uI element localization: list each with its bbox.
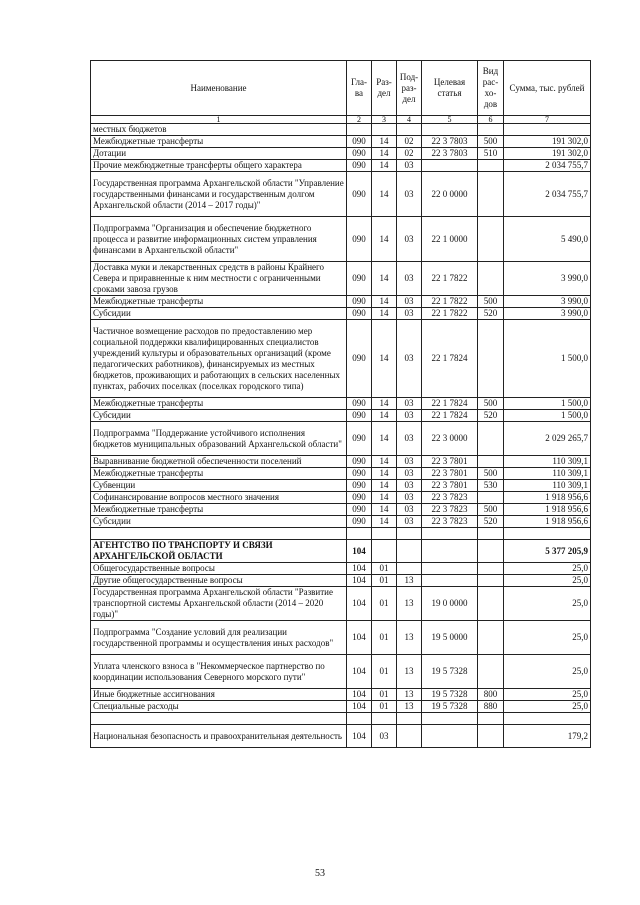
row-expense-type	[478, 655, 504, 689]
row-target-article: 19 5 0000	[422, 621, 478, 655]
row-amount: 2 034 755,7	[504, 172, 591, 217]
table-row	[91, 320, 591, 398]
row-razdel: 14	[372, 516, 397, 528]
row-podrazdel: 13	[397, 689, 422, 701]
row-target-article: 22 1 7822	[422, 296, 478, 308]
header-amount: Сумма, тыс. рублей	[504, 61, 591, 116]
row-amount	[504, 713, 591, 725]
row-target-article: 22 1 7822	[422, 262, 478, 296]
row-podrazdel: 03	[397, 320, 422, 398]
row-target-article: 22 1 7822	[422, 308, 478, 320]
row-podrazdel: 03	[397, 296, 422, 308]
row-podrazdel: 13	[397, 575, 422, 587]
row-podrazdel: 13	[397, 621, 422, 655]
header-razdel: Раз-дел	[372, 61, 397, 116]
row-razdel: 14	[372, 480, 397, 492]
table-row	[91, 492, 591, 504]
column-number-row	[91, 116, 591, 124]
row-amount: 3 990,0	[504, 308, 591, 320]
row-glava: 090	[347, 398, 372, 410]
row-amount: 3 990,0	[504, 296, 591, 308]
row-name: Другие общегосударственные вопросы	[91, 575, 347, 587]
row-glava: 090	[347, 504, 372, 516]
table-row	[91, 217, 591, 262]
row-glava: 090	[347, 410, 372, 422]
table-row	[91, 480, 591, 492]
row-glava: 090	[347, 468, 372, 480]
row-target-article: 22 3 7801	[422, 468, 478, 480]
table-row	[91, 148, 591, 160]
row-podrazdel: 03	[397, 172, 422, 217]
row-razdel	[372, 528, 397, 540]
row-target-article: 19 5 7328	[422, 701, 478, 713]
header-target-article: Целевая статья	[422, 61, 478, 116]
row-glava: 090	[347, 136, 372, 148]
row-target-article	[422, 160, 478, 172]
row-expense-type: 800	[478, 689, 504, 701]
row-podrazdel: 03	[397, 456, 422, 468]
row-glava: 090	[347, 308, 372, 320]
row-name: Субсидии	[91, 308, 347, 320]
row-target-article	[422, 528, 478, 540]
row-razdel: 14	[372, 422, 397, 456]
row-name: Прочие межбюджетные трансферты общего характера	[91, 160, 347, 172]
header-name: Наименование	[91, 61, 347, 116]
row-glava: 104	[347, 621, 372, 655]
row-glava: 090	[347, 217, 372, 262]
row-expense-type	[478, 713, 504, 725]
row-amount: 25,0	[504, 563, 591, 575]
table-row	[91, 689, 591, 701]
row-target-article	[422, 725, 478, 748]
row-podrazdel	[397, 563, 422, 575]
row-glava: 104	[347, 725, 372, 748]
row-amount: 179,2	[504, 725, 591, 748]
row-target-article	[422, 124, 478, 136]
row-name: Подпрограмма "Поддержание устойчивого исполнения бюджетов муниципальных образований Архангельской области"	[91, 422, 347, 456]
page-number: 53	[315, 868, 325, 879]
row-target-article	[422, 540, 478, 563]
row-name	[91, 528, 347, 540]
row-amount: 1 500,0	[504, 410, 591, 422]
table-row	[91, 701, 591, 713]
header-glava: Гла-ва	[347, 61, 372, 116]
row-name: Выравнивание бюджетной обеспеченности поселений	[91, 456, 347, 468]
row-amount: 5 490,0	[504, 217, 591, 262]
row-razdel: 01	[372, 689, 397, 701]
row-expense-type	[478, 172, 504, 217]
row-name: Субвенции	[91, 480, 347, 492]
row-glava: 090	[347, 148, 372, 160]
header-expense-type: Вид рас-хо-дов	[478, 61, 504, 116]
row-name: местных бюджетов	[91, 124, 347, 136]
row-amount: 110 309,1	[504, 468, 591, 480]
row-glava	[347, 528, 372, 540]
row-razdel: 01	[372, 621, 397, 655]
row-expense-type	[478, 587, 504, 621]
row-glava: 090	[347, 480, 372, 492]
row-target-article: 22 1 0000	[422, 217, 478, 262]
row-expense-type	[478, 124, 504, 136]
row-target-article: 22 3 7803	[422, 136, 478, 148]
row-target-article: 19 5 7328	[422, 689, 478, 701]
row-razdel: 14	[372, 492, 397, 504]
table-row	[91, 468, 591, 480]
row-razdel: 14	[372, 320, 397, 398]
row-name: Специальные расходы	[91, 701, 347, 713]
column-number: 6	[478, 116, 504, 124]
row-expense-type: 500	[478, 136, 504, 148]
row-podrazdel	[397, 713, 422, 725]
row-name: Иные бюджетные ассигнования	[91, 689, 347, 701]
row-glava: 104	[347, 689, 372, 701]
row-razdel: 01	[372, 563, 397, 575]
row-razdel: 14	[372, 410, 397, 422]
row-expense-type	[478, 563, 504, 575]
row-razdel: 14	[372, 136, 397, 148]
row-name: Подпрограмма "Создание условий для реализации государственной программы и осуществления иных расходов"	[91, 621, 347, 655]
row-glava: 104	[347, 575, 372, 587]
row-glava	[347, 713, 372, 725]
table-row	[91, 621, 591, 655]
row-name: Национальная безопасность и правоохранительная деятельность	[91, 725, 347, 748]
row-amount: 1 918 956,6	[504, 492, 591, 504]
row-name: Субсидии	[91, 516, 347, 528]
row-amount: 1 918 956,6	[504, 504, 591, 516]
row-podrazdel	[397, 124, 422, 136]
row-expense-type	[478, 621, 504, 655]
row-podrazdel: 03	[397, 308, 422, 320]
table-row	[91, 655, 591, 689]
column-number: 7	[504, 116, 591, 124]
row-expense-type	[478, 575, 504, 587]
row-expense-type	[478, 262, 504, 296]
row-glava: 104	[347, 655, 372, 689]
row-name: Дотации	[91, 148, 347, 160]
document-page	[90, 60, 590, 748]
row-razdel: 14	[372, 172, 397, 217]
table-row	[91, 540, 591, 563]
row-amount: 2 029 265,7	[504, 422, 591, 456]
row-name: Межбюджетные трансферты	[91, 136, 347, 148]
row-glava: 090	[347, 422, 372, 456]
row-expense-type	[478, 217, 504, 262]
row-amount: 5 377 205,9	[504, 540, 591, 563]
blank-row	[91, 713, 591, 725]
row-target-article: 22 3 7823	[422, 516, 478, 528]
row-podrazdel: 13	[397, 587, 422, 621]
row-glava: 090	[347, 172, 372, 217]
row-razdel: 14	[372, 296, 397, 308]
column-number: 3	[372, 116, 397, 124]
row-name: Доставка муки и лекарственных средств в районы Крайнего Севера и приравненные к ним местности с ограниченными сроками завоза грузов	[91, 262, 347, 296]
row-razdel: 03	[372, 725, 397, 748]
row-expense-type: 500	[478, 468, 504, 480]
table-row	[91, 160, 591, 172]
row-podrazdel: 03	[397, 410, 422, 422]
row-razdel	[372, 713, 397, 725]
row-expense-type	[478, 528, 504, 540]
row-expense-type: 520	[478, 516, 504, 528]
table-row	[91, 504, 591, 516]
row-expense-type: 500	[478, 296, 504, 308]
row-podrazdel: 03	[397, 516, 422, 528]
row-razdel: 14	[372, 504, 397, 516]
row-name: Государственная программа Архангельской области "Развитие транспортной системы Архангельской области (2014 – 2020 годы)"	[91, 587, 347, 621]
row-glava: 104	[347, 701, 372, 713]
row-podrazdel: 03	[397, 398, 422, 410]
row-amount: 25,0	[504, 587, 591, 621]
row-amount: 191 302,0	[504, 136, 591, 148]
row-expense-type: 520	[478, 410, 504, 422]
table-row	[91, 563, 591, 575]
row-target-article: 22 3 7823	[422, 504, 478, 516]
table-row	[91, 296, 591, 308]
row-podrazdel: 03	[397, 262, 422, 296]
blank-row	[91, 528, 591, 540]
row-name: АГЕНТСТВО ПО ТРАНСПОРТУ И СВЯЗИ АРХАНГЕЛЬСКОЙ ОБЛАСТИ	[91, 540, 347, 563]
row-razdel: 14	[372, 160, 397, 172]
row-podrazdel: 13	[397, 701, 422, 713]
row-glava: 090	[347, 296, 372, 308]
row-glava: 090	[347, 456, 372, 468]
table-row	[91, 410, 591, 422]
table-row	[91, 136, 591, 148]
row-amount: 110 309,1	[504, 456, 591, 468]
table-row	[91, 456, 591, 468]
row-podrazdel: 02	[397, 136, 422, 148]
row-amount: 191 302,0	[504, 148, 591, 160]
row-glava: 090	[347, 160, 372, 172]
row-target-article: 19 5 7328	[422, 655, 478, 689]
row-podrazdel: 13	[397, 655, 422, 689]
row-target-article	[422, 713, 478, 725]
row-amount: 25,0	[504, 575, 591, 587]
row-name: Софинансирование вопросов местного значения	[91, 492, 347, 504]
row-name: Субсидии	[91, 410, 347, 422]
column-number: 5	[422, 116, 478, 124]
row-target-article: 22 3 7801	[422, 456, 478, 468]
row-target-article: 22 0 0000	[422, 172, 478, 217]
row-amount	[504, 528, 591, 540]
row-glava: 104	[347, 563, 372, 575]
table-row	[91, 262, 591, 296]
row-glava: 104	[347, 587, 372, 621]
row-amount: 25,0	[504, 621, 591, 655]
row-razdel: 14	[372, 217, 397, 262]
row-podrazdel: 03	[397, 480, 422, 492]
row-amount: 25,0	[504, 655, 591, 689]
row-name: Межбюджетные трансферты	[91, 504, 347, 516]
row-name	[91, 713, 347, 725]
row-name: Межбюджетные трансферты	[91, 296, 347, 308]
row-target-article: 22 3 0000	[422, 422, 478, 456]
row-glava: 090	[347, 516, 372, 528]
row-podrazdel	[397, 540, 422, 563]
row-podrazdel: 03	[397, 160, 422, 172]
row-razdel: 01	[372, 655, 397, 689]
row-name: Подпрограмма "Организация и обеспечение бюджетного процесса и развитие информационных систем управления финансами в Архангельской области"	[91, 217, 347, 262]
table-row	[91, 587, 591, 621]
row-podrazdel: 03	[397, 217, 422, 262]
row-name: Межбюджетные трансферты	[91, 398, 347, 410]
row-podrazdel: 02	[397, 148, 422, 160]
row-glava: 090	[347, 320, 372, 398]
row-name: Государственная программа Архангельской области "Управление государственными финансами и государственным долгом Архангельской области (2014 – 2017 годы)"	[91, 172, 347, 217]
row-razdel	[372, 540, 397, 563]
row-expense-type: 880	[478, 701, 504, 713]
row-name: Межбюджетные трансферты	[91, 468, 347, 480]
row-razdel: 14	[372, 468, 397, 480]
row-podrazdel	[397, 528, 422, 540]
table-row	[91, 516, 591, 528]
table-row	[91, 725, 591, 748]
row-glava: 090	[347, 262, 372, 296]
row-amount: 1 918 956,6	[504, 516, 591, 528]
row-expense-type: 510	[478, 148, 504, 160]
row-amount: 2 034 755,7	[504, 160, 591, 172]
row-podrazdel: 03	[397, 468, 422, 480]
table-row	[91, 398, 591, 410]
row-target-article: 19 0 0000	[422, 587, 478, 621]
row-razdel: 14	[372, 308, 397, 320]
row-podrazdel: 03	[397, 422, 422, 456]
row-razdel: 01	[372, 701, 397, 713]
table-row	[91, 575, 591, 587]
row-expense-type: 500	[478, 398, 504, 410]
row-razdel: 14	[372, 456, 397, 468]
row-podrazdel: 03	[397, 492, 422, 504]
row-expense-type	[478, 160, 504, 172]
table-row	[91, 124, 591, 136]
row-target-article: 22 1 7824	[422, 398, 478, 410]
row-target-article: 22 3 7803	[422, 148, 478, 160]
row-expense-type: 530	[478, 480, 504, 492]
row-target-article: 22 1 7824	[422, 410, 478, 422]
row-razdel: 01	[372, 587, 397, 621]
row-glava: 090	[347, 492, 372, 504]
row-razdel: 14	[372, 262, 397, 296]
column-number: 1	[91, 116, 347, 124]
header-podrazdel: Под-раз-дел	[397, 61, 422, 116]
row-glava	[347, 124, 372, 136]
row-razdel	[372, 124, 397, 136]
row-expense-type	[478, 456, 504, 468]
row-name: Общегосударственные вопросы	[91, 563, 347, 575]
column-number: 2	[347, 116, 372, 124]
row-amount: 25,0	[504, 689, 591, 701]
row-target-article: 22 1 7824	[422, 320, 478, 398]
header-row	[91, 61, 591, 116]
row-glava: 104	[347, 540, 372, 563]
row-razdel: 14	[372, 398, 397, 410]
row-target-article: 22 3 7801	[422, 480, 478, 492]
table-body	[91, 124, 591, 748]
row-name: Уплата членского взноса в "Некоммерческое партнерство по координации использования Северного морского пути"	[91, 655, 347, 689]
row-name: Частичное возмещение расходов по предоставлению мер социальной поддержки квалифицированных специалистов учреждений культуры и образовательных организаций (кроме педагогических работников), финансируемых из местных бюджетов, проживающих и работающих в сельских населенных пунктах, рабочих поселках (поселках городского типа)	[91, 320, 347, 398]
row-amount: 1 500,0	[504, 320, 591, 398]
row-expense-type	[478, 725, 504, 748]
row-amount: 3 990,0	[504, 262, 591, 296]
row-target-article	[422, 563, 478, 575]
row-podrazdel	[397, 725, 422, 748]
row-expense-type: 500	[478, 504, 504, 516]
row-expense-type: 520	[478, 308, 504, 320]
budget-table	[90, 60, 591, 748]
column-number: 4	[397, 116, 422, 124]
row-target-article	[422, 575, 478, 587]
row-amount: 110 309,1	[504, 480, 591, 492]
row-amount: 1 500,0	[504, 398, 591, 410]
table-row	[91, 308, 591, 320]
row-razdel: 01	[372, 575, 397, 587]
row-expense-type	[478, 492, 504, 504]
row-podrazdel: 03	[397, 504, 422, 516]
row-amount	[504, 124, 591, 136]
row-expense-type	[478, 320, 504, 398]
row-target-article: 22 3 7823	[422, 492, 478, 504]
row-expense-type	[478, 540, 504, 563]
row-razdel: 14	[372, 148, 397, 160]
row-expense-type	[478, 422, 504, 456]
table-row	[91, 172, 591, 217]
row-amount: 25,0	[504, 701, 591, 713]
table-row	[91, 422, 591, 456]
